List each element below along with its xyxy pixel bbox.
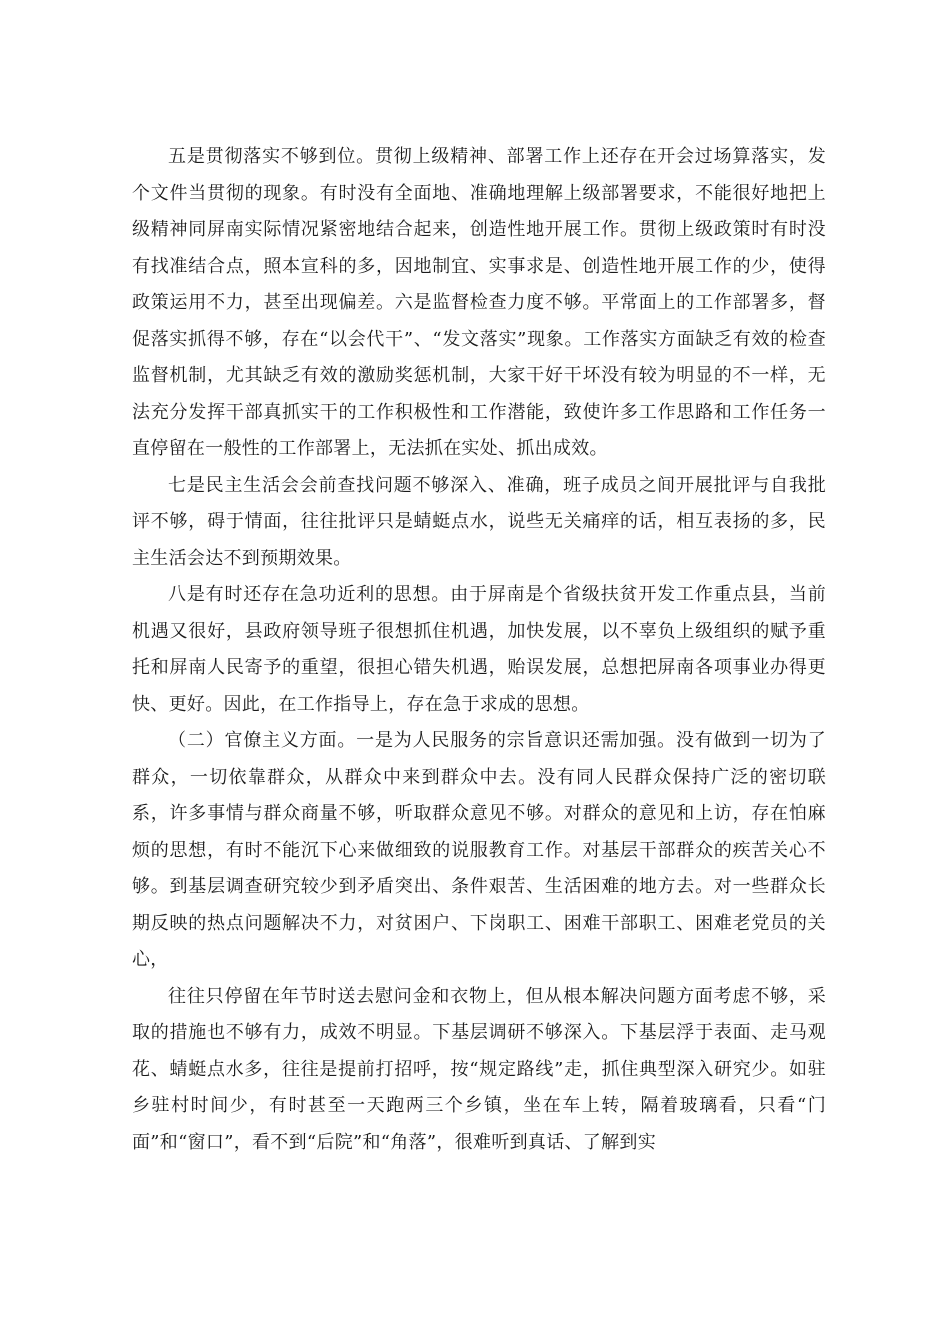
paragraph-eagerness: 八是有时还存在急功近利的思想。由于屏南是个省级扶贫开发工作重点县，当前机遇又很好，县政府领导班子很想抓住机遇，加快发展，以不辜负上级组织的赋予重托和屏南人民寄予的重望，很担心错失机遇，贻误发展，总想把屏南各项事业办得更快、更好。因此，在工作指导上，存在急于求成的思想。 (132, 584, 826, 715)
document-body (132, 139, 826, 1161)
paragraph-bureaucratism: （二）官僚主义方面。一是为人民服务的宗旨意识还需加强。没有做到一切为了群众，一切依靠群众，从群众中来到群众中去。没有同人民群众保持广泛的密切联系，许多事情与群众商量不够，听取群众意见不够。对群众的意见和上访，存在怕麻烦的思想，有时不能沉下心来做细致的说服教育工作。对基层干部群众的疾苦关心不够。到基层调查研究较少到矛盾突出、条件艰苦、生活困难的地方去。对一些群众长期反映的热点问题解决不力，对贫困户、下岗职工、困难干部职工、困难老党员的关心， (132, 730, 826, 970)
paragraph-grassroots-research: 往往只停留在年节时送去慰问金和衣物上，但从根本解决问题方面考虑不够，采取的措施也不够有力，成效不明显。下基层调研不够深入。下基层浮于表面、走马观花、蜻蜓点水多，往往是提前打招呼，按“规定路线”走，抓住典型深入研究少。如驻乡驻村时间少，有时甚至一天跑两三个乡镇，坐在车上转，隔着玻璃看，只看“门面”和“窗口”，看不到“后院”和“角落”，很难听到真话、了解到实 (132, 985, 826, 1153)
paragraph-implementation: 五是贯彻落实不够到位。贯彻上级精神、部署工作上还存在开会过场算落实，发个文件当贯彻的现象。有时没有全面地、准确地理解上级部署要求，不能很好地把上级精神同屏南实际情况紧密地结合起来，创造性地开展工作。贯彻上级政策时有时没有找准结合点，照本宣科的多，因地制宜、实事求是、创造性地开展工作的少，使得政策运用不力，甚至出现偏差。六是监督检查力度不够。平常面上的工作部署多，督促落实抓得不够，存在“以会代干”、“发文落实”现象。工作落实方面缺乏有效的检查监督机制，尤其缺乏有效的激励奖惩机制，大家干好干坏没有较为明显的不一样，无法充分发挥干部真抓实干的工作积极性和工作潜能，致使许多工作思路和工作任务一直停留在一般性的工作部署上，无法抓在实处、抓出成效。 (132, 146, 826, 459)
paragraph-democratic-life-meeting: 七是民主生活会会前查找问题不够深入、准确，班子成员之间开展批评与自我批评不够，碍于情面，往往批评只是蜻蜓点水，说些无关痛痒的话，相互表扬的多，民主生活会达不到预期效果。 (132, 474, 826, 569)
